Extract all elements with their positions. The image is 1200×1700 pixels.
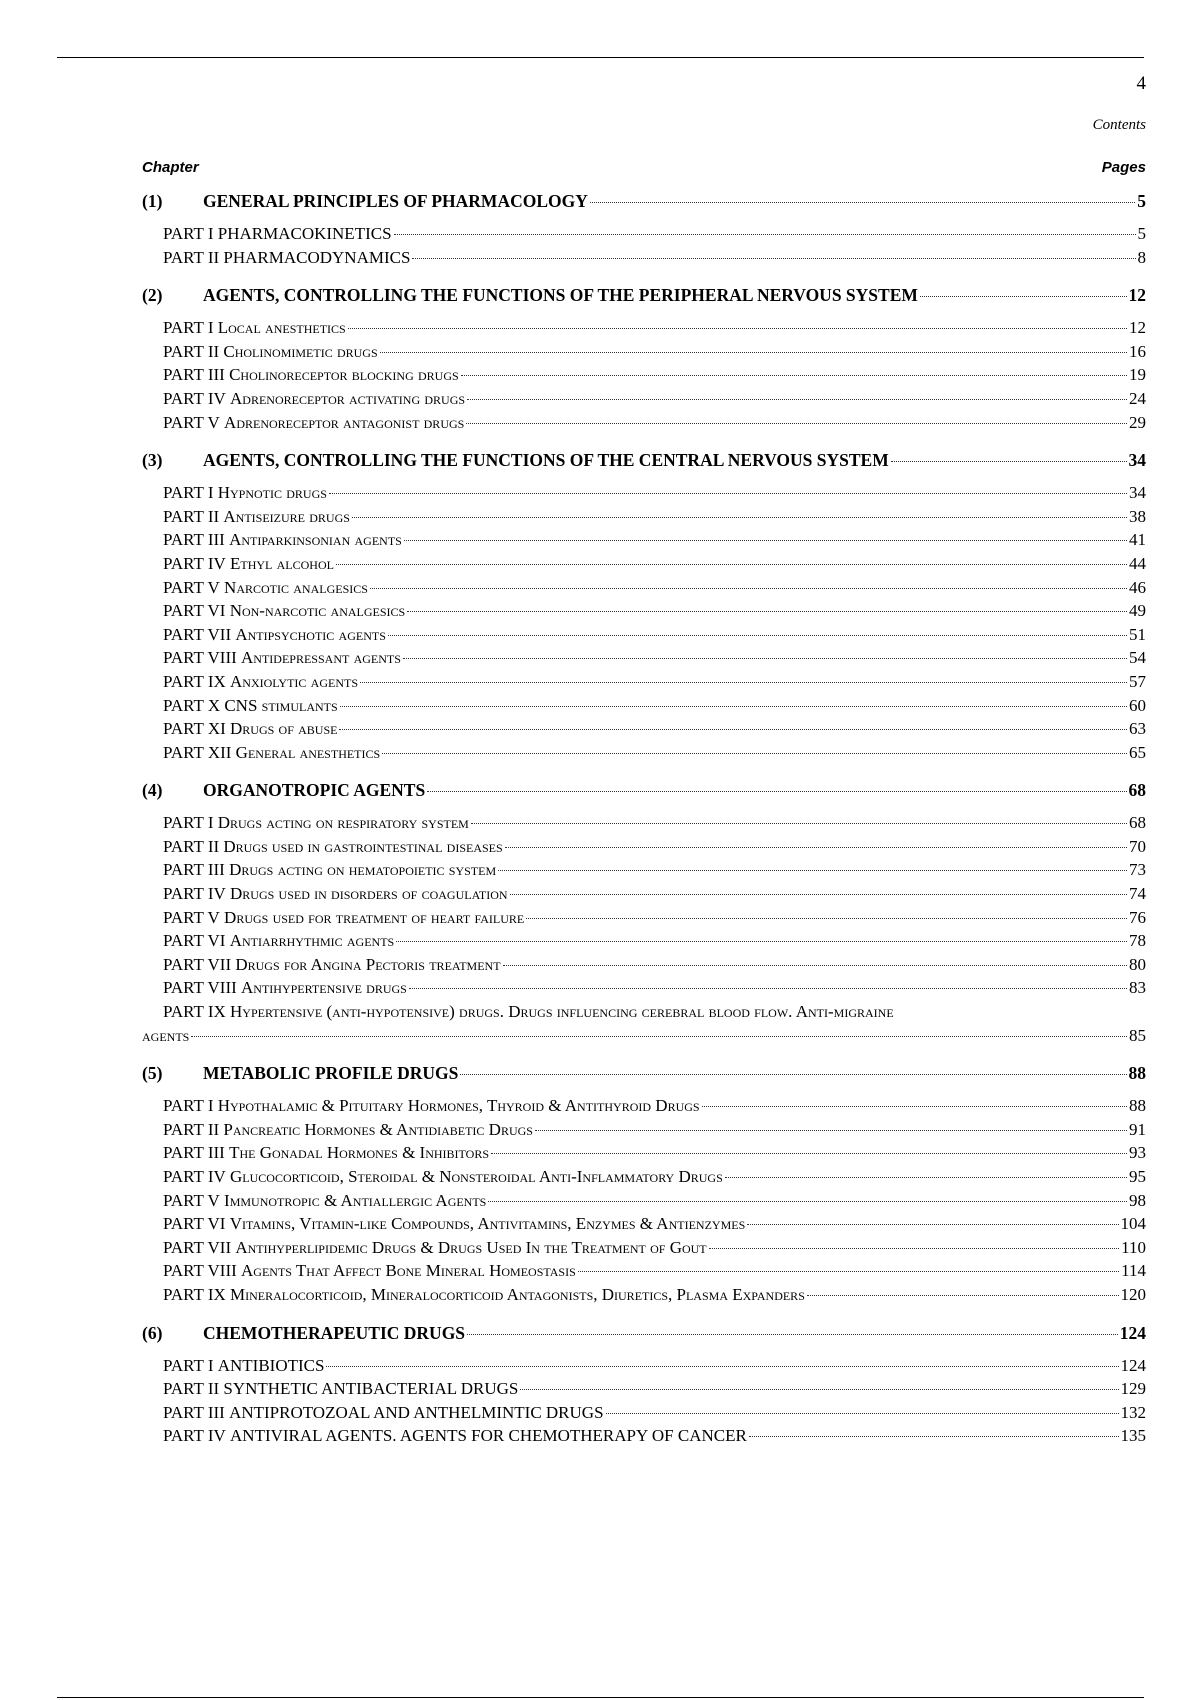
chapter-page: 68	[1128, 780, 1146, 801]
leader-dots	[407, 611, 1127, 612]
part-title: Drugs used in disorders of coagulation	[230, 884, 508, 904]
part-title: The Gonadal Hormones & Inhibitors	[229, 1143, 490, 1163]
chapter-number: (4)	[142, 780, 163, 801]
part-prefix: PART II	[163, 1379, 220, 1399]
leader-dots	[498, 870, 1127, 871]
part-page: 114	[1121, 1261, 1146, 1281]
part-prefix: PART III	[163, 1143, 225, 1163]
chapter-number: (1)	[142, 191, 163, 211]
part-entry[interactable]	[163, 1189, 1146, 1213]
part-prefix: PART VII	[163, 1237, 232, 1257]
leader-dots	[920, 296, 1127, 297]
chapter-page: 124	[1119, 1322, 1146, 1343]
chapter-parts	[142, 1354, 1146, 1448]
part-entry[interactable]	[163, 1283, 1146, 1307]
part-page: 51	[1129, 624, 1146, 644]
part-prefix: PART VI	[163, 1214, 226, 1234]
part-page: 73	[1129, 860, 1146, 880]
part-prefix: PART IV	[163, 553, 226, 573]
part-entry[interactable]	[163, 505, 1146, 529]
part-prefix: PART II	[163, 836, 220, 856]
part-title: Antihypertensive drugs	[241, 978, 407, 998]
part-page: 83	[1129, 978, 1146, 998]
leader-dots	[380, 352, 1127, 353]
leader-dots	[891, 461, 1127, 462]
part-prefix: PART III	[163, 530, 225, 550]
chapter-parts	[142, 316, 1146, 434]
leader-dots	[702, 1106, 1127, 1107]
part-title: PHARMACODYNAMICS	[223, 247, 411, 267]
part-page: 49	[1129, 601, 1146, 621]
leader-dots	[403, 658, 1127, 659]
leader-dots	[191, 1036, 1127, 1037]
part-page: 8	[1137, 247, 1146, 267]
part-page: 120	[1120, 1284, 1146, 1304]
leader-dots	[725, 1177, 1127, 1178]
part-entry[interactable]	[163, 811, 1146, 835]
part-entry[interactable]	[163, 646, 1146, 670]
leader-dots	[427, 791, 1126, 792]
chapter-title: METABOLIC PROFILE DRUGS	[203, 1063, 459, 1084]
part-prefix: PART X	[163, 695, 221, 715]
part-entry[interactable]	[163, 1165, 1146, 1189]
part-page: 16	[1129, 341, 1146, 361]
part-prefix: PART V	[163, 412, 220, 432]
part-prefix: PART IX	[163, 671, 226, 691]
part-entry[interactable]	[163, 340, 1146, 364]
part-page: 29	[1129, 412, 1146, 432]
leader-dots	[709, 1248, 1119, 1249]
top-rule	[57, 57, 1144, 58]
part-page: 85	[1129, 1025, 1146, 1045]
part-prefix: PART I	[163, 318, 214, 338]
part-page: 41	[1129, 530, 1146, 550]
part-prefix: PART V	[163, 577, 220, 597]
leader-dots	[578, 1271, 1119, 1272]
leader-dots	[505, 847, 1127, 848]
part-page: 24	[1129, 388, 1146, 408]
leader-dots	[340, 706, 1127, 707]
leader-dots	[467, 399, 1127, 400]
part-entry[interactable]	[163, 1118, 1146, 1142]
leader-dots	[749, 1436, 1119, 1437]
chapter-number: (6)	[142, 1322, 163, 1343]
leader-dots	[412, 258, 1135, 259]
part-prefix: PART III	[163, 365, 225, 385]
part-title: Drugs used in gastrointestinal diseases	[223, 836, 503, 856]
part-prefix: PART III	[163, 1402, 225, 1422]
chapter-entry[interactable]	[142, 189, 1146, 213]
part-title: Hypnotic drugs	[217, 483, 327, 503]
part-title: Vitamins, Vitamin-like Compounds, Antivitamins, Enzymes & Antienzymes	[229, 1214, 746, 1234]
part-title: Drugs acting on hematopoietic system	[229, 860, 497, 880]
leader-dots	[360, 682, 1127, 683]
chapter-number: (2)	[142, 285, 163, 306]
page-number: 4	[1136, 73, 1146, 94]
chapter-page: 88	[1128, 1063, 1146, 1084]
part-page: 5	[1137, 224, 1146, 243]
part-entry[interactable]	[163, 1094, 1146, 1118]
part-page: 60	[1129, 695, 1146, 715]
part-page: 76	[1129, 907, 1146, 927]
leader-dots	[348, 328, 1127, 329]
part-entry[interactable]	[163, 222, 1146, 246]
part-title: Hypothalamic & Pituitary Hormones, Thyroid & Antithyroid Drugs	[217, 1096, 700, 1116]
chapter-page: 34	[1128, 450, 1146, 471]
part-page: 74	[1129, 884, 1146, 904]
leader-dots	[394, 234, 1136, 235]
part-title: CNS stimulants	[224, 695, 338, 715]
part-entry[interactable]	[163, 694, 1146, 718]
part-prefix: PART II	[163, 341, 220, 361]
part-entry[interactable]	[163, 929, 1146, 953]
leader-dots	[404, 540, 1127, 541]
chapter-parts	[142, 1094, 1146, 1306]
chapter-parts	[142, 222, 1146, 269]
bottom-rule	[57, 1697, 1144, 1698]
part-page: 110	[1121, 1237, 1146, 1257]
chapter-entry[interactable]	[142, 778, 1146, 802]
part-title: Drugs of abuse	[230, 719, 338, 739]
part-page: 88	[1129, 1096, 1146, 1116]
part-page: 132	[1120, 1402, 1146, 1422]
part-entry[interactable]	[163, 1141, 1146, 1165]
part-entry[interactable]	[163, 1236, 1146, 1260]
leader-dots	[606, 1413, 1119, 1414]
part-title: ANTIVIRAL AGENTS. AGENTS FOR CHEMOTHERAPY OF CANCER	[230, 1426, 747, 1446]
part-title: Immunotropic & Antiallergic Agents	[224, 1190, 487, 1210]
part-title: Local anesthetics	[217, 318, 346, 338]
chapter-parts	[142, 481, 1146, 764]
chapter-column-label: Chapter	[142, 159, 199, 176]
part-title: Antipsychotic agents	[235, 624, 386, 644]
part-page: 95	[1129, 1167, 1146, 1186]
part-entry[interactable]	[163, 576, 1146, 600]
part-entry[interactable]	[163, 670, 1146, 694]
part-title: Anxiolytic agents	[230, 671, 358, 691]
part-prefix: PART V	[163, 907, 220, 927]
part-title: Cholinoreceptor blocking drugs	[229, 365, 459, 385]
leader-dots	[535, 1130, 1127, 1131]
leader-dots	[326, 1366, 1118, 1367]
part-page: 91	[1129, 1119, 1146, 1139]
chapter-entry[interactable]	[142, 1061, 1146, 1085]
chapter-entry[interactable]	[142, 1321, 1146, 1345]
part-prefix: PART II	[163, 506, 220, 526]
part-title: Mineralocorticoid, Mineralocorticoid Antagonists, Diuretics, Plasma Expanders	[230, 1284, 805, 1304]
part-prefix: PART II	[163, 247, 220, 267]
leader-dots	[466, 423, 1127, 424]
part-page: 54	[1129, 648, 1146, 668]
part-entry[interactable]	[163, 1212, 1146, 1236]
part-title: Adrenoreceptor antagonist drugs	[224, 412, 465, 432]
leader-dots	[807, 1295, 1119, 1296]
part-prefix: PART V	[163, 1190, 220, 1210]
chapter-entry[interactable]	[142, 283, 1146, 307]
chapter-title: GENERAL PRINCIPLES OF PHARMACOLOGY	[203, 191, 588, 211]
part-prefix: PART I	[163, 224, 214, 243]
leader-dots	[590, 202, 1135, 203]
part-prefix: PART VIII	[163, 978, 237, 998]
part-title: Drugs used for treatment of heart failure	[224, 907, 525, 927]
part-prefix: PART VII	[163, 954, 232, 974]
part-title: Antiarrhythmic agents	[229, 931, 395, 951]
part-prefix: PART IX	[163, 1284, 226, 1304]
part-prefix: PART IV	[163, 1167, 226, 1186]
part-page: 38	[1129, 506, 1146, 526]
part-prefix: PART I	[163, 1096, 214, 1116]
part-page: 65	[1129, 742, 1146, 762]
part-title: ANTIBIOTICS	[217, 1355, 325, 1375]
leader-dots	[488, 1201, 1127, 1202]
part-prefix: PART XI	[163, 719, 226, 739]
part-prefix: PART VIII	[163, 1261, 237, 1281]
part-title: Drugs acting on respiratory system	[217, 813, 469, 833]
leader-dots	[336, 564, 1127, 565]
part-title: Ethyl alcohol	[230, 553, 334, 573]
chapter-title: ORGANOTROPIC AGENTS	[203, 780, 426, 801]
part-title: Drugs for Angina Pectoris treatment	[235, 954, 501, 974]
part-page: 63	[1129, 719, 1146, 739]
leader-dots	[510, 894, 1127, 895]
part-title: Pancreatic Hormones & Antidiabetic Drugs	[223, 1119, 533, 1139]
part-prefix: PART II	[163, 1119, 220, 1139]
part-page: 34	[1129, 483, 1146, 503]
part-prefix: PART IV	[163, 388, 226, 408]
part-prefix: PART VIII	[163, 648, 237, 668]
part-title: Antidepressant agents	[241, 648, 401, 668]
part-title: Antihyperlipidemic Drugs & Drugs Used In the Treatment of Gout	[235, 1237, 707, 1257]
part-page: 135	[1120, 1426, 1146, 1446]
part-prefix: PART VI	[163, 601, 226, 621]
part-prefix: PART III	[163, 860, 225, 880]
part-entry[interactable]	[163, 599, 1146, 623]
part-entry[interactable]	[163, 552, 1146, 576]
part-title-continued: agents	[142, 1025, 190, 1045]
part-entry[interactable]	[163, 528, 1146, 552]
part-prefix: PART IX	[163, 1002, 226, 1022]
chapter-page: 12	[1128, 285, 1146, 306]
part-prefix: PART IV	[163, 1426, 226, 1446]
leader-dots	[520, 1389, 1118, 1390]
chapter-number: (5)	[142, 1063, 163, 1084]
part-entry[interactable]	[163, 1377, 1146, 1401]
part-entry[interactable]	[163, 858, 1146, 882]
running-head: Contents	[1092, 117, 1146, 133]
leader-dots	[467, 1334, 1118, 1335]
part-title: Glucocorticoid, Steroidal & Nonsteroidal Anti-Inflammatory Drugs	[230, 1167, 723, 1186]
part-page: 129	[1120, 1379, 1146, 1399]
part-title: PHARMACOKINETICS	[217, 224, 392, 243]
part-prefix: PART I	[163, 483, 214, 503]
part-page: 19	[1129, 365, 1146, 385]
table-of-contents	[142, 157, 1146, 1448]
chapter-title: AGENTS, CONTROLLING THE FUNCTIONS OF THE CENTRAL NERVOUS SYSTEM	[203, 450, 889, 471]
part-prefix: PART I	[163, 813, 214, 833]
part-page: 98	[1129, 1190, 1146, 1210]
part-page: 44	[1129, 553, 1146, 573]
leader-dots	[409, 988, 1127, 989]
part-page: 80	[1129, 954, 1146, 974]
part-title: Narcotic analgesics	[224, 577, 368, 597]
part-prefix: PART IV	[163, 884, 226, 904]
part-prefix: PART XII	[163, 742, 232, 762]
part-page: 70	[1129, 836, 1146, 856]
part-title: General anesthetics	[235, 742, 381, 762]
part-entry[interactable]	[163, 976, 1146, 1000]
chapter-parts	[142, 811, 1146, 1047]
part-entry[interactable]	[163, 741, 1146, 765]
leader-dots	[396, 941, 1127, 942]
part-page: 124	[1120, 1355, 1146, 1375]
leader-dots	[461, 375, 1127, 376]
chapter-title: CHEMOTHERAPEUTIC DRUGS	[203, 1322, 466, 1343]
part-entry[interactable]	[163, 363, 1146, 387]
part-entry[interactable]	[163, 316, 1146, 340]
part-entry[interactable]	[163, 246, 1146, 270]
leader-dots	[339, 729, 1127, 730]
part-entry[interactable]	[163, 623, 1146, 647]
toc-body	[142, 189, 1146, 1448]
part-entry[interactable]	[163, 411, 1146, 435]
chapter-page: 5	[1137, 191, 1146, 211]
part-title: ANTIPROTOZOAL AND ANTHELMINTIC DRUGS	[229, 1402, 604, 1422]
part-prefix: PART VII	[163, 624, 232, 644]
part-page: 78	[1129, 931, 1146, 951]
chapter-entry[interactable]	[142, 448, 1146, 472]
part-page: 93	[1129, 1143, 1146, 1163]
part-entry[interactable]	[163, 953, 1146, 977]
toc-header	[142, 157, 1146, 179]
leader-dots	[526, 918, 1127, 919]
part-entry[interactable]	[163, 481, 1146, 505]
leader-dots	[503, 965, 1127, 966]
part-page: 57	[1129, 671, 1146, 691]
leader-dots	[329, 493, 1127, 494]
part-entry[interactable]	[163, 1424, 1146, 1448]
leader-dots	[471, 823, 1127, 824]
part-entry[interactable]	[163, 1401, 1146, 1425]
part-title: Hypertensive (anti-hypotensive) drugs. Drugs influencing cerebral blood flow. Anti-migraine	[230, 1002, 894, 1022]
part-title: Adrenoreceptor activating drugs	[230, 388, 466, 408]
part-entry[interactable]	[163, 906, 1146, 930]
part-entry[interactable]	[163, 882, 1146, 906]
leader-dots	[370, 588, 1127, 589]
part-entry[interactable]	[142, 1000, 1146, 1047]
part-title: Antiparkinsonian agents	[229, 530, 402, 550]
part-entry[interactable]	[163, 1259, 1146, 1283]
leader-dots	[352, 517, 1127, 518]
part-entry[interactable]	[163, 717, 1146, 741]
part-title: Agents That Affect Bone Mineral Homeostasis	[241, 1261, 576, 1281]
pages-column-label: Pages	[1101, 159, 1146, 176]
leader-dots	[491, 1153, 1127, 1154]
part-page: 68	[1129, 813, 1146, 833]
chapter-title: AGENTS, CONTROLLING THE FUNCTIONS OF THE PERIPHERAL NERVOUS SYSTEM	[203, 285, 918, 306]
leader-dots	[747, 1224, 1118, 1225]
part-entry[interactable]	[163, 387, 1146, 411]
part-prefix: PART I	[163, 1355, 214, 1375]
part-prefix: PART VI	[163, 931, 226, 951]
part-page: 104	[1120, 1214, 1146, 1234]
chapter-number: (3)	[142, 450, 163, 471]
part-entry[interactable]	[163, 835, 1146, 859]
part-page: 46	[1129, 577, 1146, 597]
part-title: Antiseizure drugs	[223, 506, 350, 526]
part-title: Non-narcotic analgesics	[229, 601, 406, 621]
part-title: SYNTHETIC ANTIBACTERIAL DRUGS	[223, 1379, 519, 1399]
part-entry[interactable]	[163, 1354, 1146, 1378]
leader-dots	[388, 635, 1127, 636]
part-page: 12	[1129, 318, 1146, 338]
leader-dots	[382, 753, 1127, 754]
part-title: Cholinomimetic drugs	[223, 341, 378, 361]
leader-dots	[460, 1074, 1126, 1075]
